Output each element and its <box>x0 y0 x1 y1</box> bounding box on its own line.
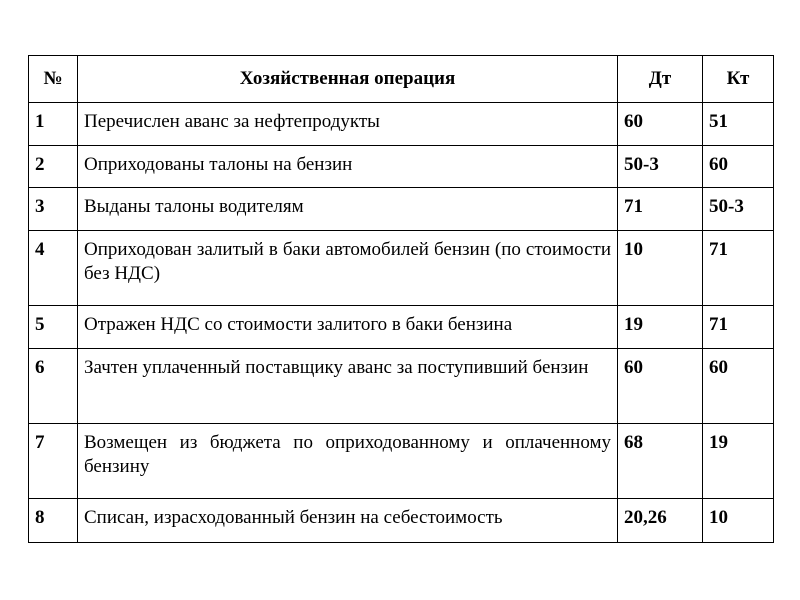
row-num: 6 <box>35 357 45 378</box>
row-num: 4 <box>35 239 45 260</box>
row-credit: 60 <box>709 357 728 378</box>
row-num-cell <box>29 424 78 499</box>
table-header-row <box>29 56 774 103</box>
row-credit-cell <box>703 306 774 349</box>
row-debit-cell <box>618 499 703 543</box>
row-operation: Списан, израсходованный бензин на себестоимость <box>84 507 503 528</box>
row-credit-cell <box>703 499 774 543</box>
row-debit-cell <box>618 349 703 424</box>
header-credit: Кт <box>703 56 774 103</box>
row-operation-cell <box>78 231 618 306</box>
row-debit: 71 <box>624 196 643 217</box>
table-row <box>29 349 774 424</box>
row-num: 3 <box>35 196 45 217</box>
row-num-cell <box>29 499 78 543</box>
row-debit-cell <box>618 231 703 306</box>
row-credit: 60 <box>709 154 728 175</box>
table-row <box>29 499 774 543</box>
row-debit: 50-3 <box>624 154 659 175</box>
row-num-cell <box>29 231 78 306</box>
row-num-cell <box>29 306 78 349</box>
row-operation: Зачтен уплаченный поставщику аванс за поступивший бензин <box>84 357 589 378</box>
row-credit-cell <box>703 103 774 146</box>
row-debit: 60 <box>624 111 643 132</box>
row-operation-cell <box>78 349 618 424</box>
row-debit-cell <box>618 103 703 146</box>
row-debit: 10 <box>624 239 643 260</box>
table-row <box>29 188 774 231</box>
row-num-cell <box>29 349 78 424</box>
row-operation-cell <box>78 103 618 146</box>
row-debit-cell <box>618 424 703 499</box>
row-credit-cell <box>703 231 774 306</box>
row-operation-cell <box>78 424 618 499</box>
row-debit: 68 <box>624 432 643 453</box>
row-credit-cell <box>703 146 774 188</box>
table-row <box>29 146 774 188</box>
row-operation: Отражен НДС со стоимости залитого в баки бензина <box>84 314 513 335</box>
row-credit: 50-3 <box>709 196 744 217</box>
row-debit-cell <box>618 188 703 231</box>
row-operation-cell <box>78 146 618 188</box>
table-row <box>29 103 774 146</box>
row-debit-cell <box>618 306 703 349</box>
row-operation-cell <box>78 188 618 231</box>
row-num: 7 <box>35 432 45 453</box>
header-debit: Дт <box>618 56 703 103</box>
row-operation: Возмещен из бюджета по оприходованному и оплаченному бензину <box>84 432 611 477</box>
row-num-cell <box>29 188 78 231</box>
header-num: № <box>29 56 78 103</box>
row-debit: 19 <box>624 314 643 335</box>
row-operation: Перечислен аванс за нефтепродукты <box>84 111 380 132</box>
row-num-cell <box>29 146 78 188</box>
row-operation: Оприходован залитый в баки автомобилей бензин (по стоимости без НДС) <box>84 239 611 284</box>
table-row <box>29 306 774 349</box>
row-credit-cell <box>703 188 774 231</box>
table-row <box>29 231 774 306</box>
row-num: 1 <box>35 111 45 132</box>
row-credit-cell <box>703 424 774 499</box>
operations-table <box>28 55 774 543</box>
row-debit-cell <box>618 146 703 188</box>
row-debit: 20,26 <box>624 507 667 528</box>
row-credit: 51 <box>709 111 728 132</box>
row-operation-cell <box>78 499 618 543</box>
row-operation-cell <box>78 306 618 349</box>
row-num: 5 <box>35 314 45 335</box>
row-credit: 19 <box>709 432 728 453</box>
row-operation: Выданы талоны водителям <box>84 196 304 217</box>
row-credit: 10 <box>709 507 728 528</box>
row-num: 2 <box>35 154 45 175</box>
row-num: 8 <box>35 507 45 528</box>
row-credit: 71 <box>709 314 728 335</box>
row-credit-cell <box>703 349 774 424</box>
header-operation: Хозяйственная операция <box>78 56 618 103</box>
row-debit: 60 <box>624 357 643 378</box>
table-row <box>29 424 774 499</box>
row-num-cell <box>29 103 78 146</box>
row-credit: 71 <box>709 239 728 260</box>
row-operation: Оприходованы талоны на бензин <box>84 154 353 175</box>
